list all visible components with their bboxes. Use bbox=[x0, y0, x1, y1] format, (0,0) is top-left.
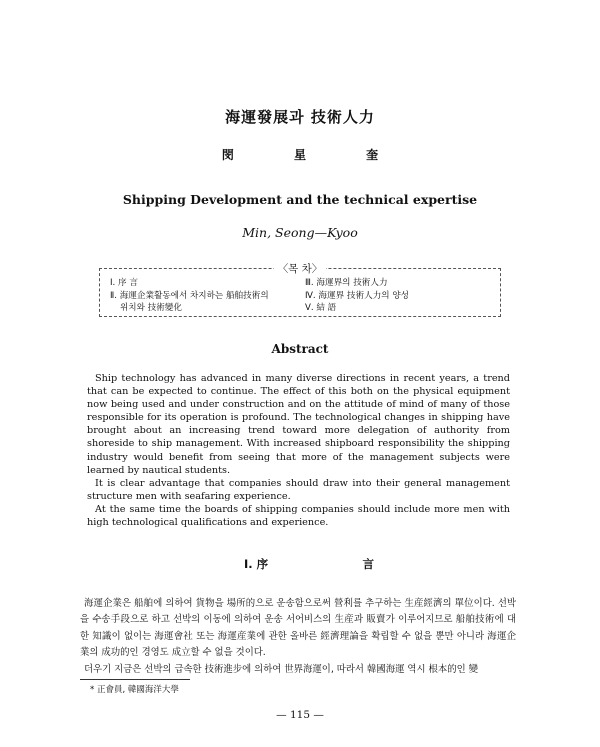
section-number: Ⅰ. 序 bbox=[244, 557, 269, 571]
page-number: — 115 — bbox=[276, 709, 324, 721]
abstract-paragraph-3: At the same time the boards of shipping companies should include more men with high technological qualifications and experience. bbox=[87, 503, 510, 529]
body-paragraph-2: 더우기 지금은 선박의 급속한 技術進步에 의하여 世界海運이, 따라서 韓國海運 역시 根本的인 變 bbox=[84, 663, 479, 675]
toc-item-2-cont: 위치와 技術變化 bbox=[120, 303, 183, 313]
body-paragraph-1: 海運企業은 船舶에 의하여 貨物을 場所的으로 운송함으로써 營利를 추구하는 生産經濟의 單位이다. 선박을 수송手段으로 하고 선박의 이동에 의하여 운송 서어비스의 生産과 販賣가 이루어지므로 船舶技術에 대한 知識이 없이는 海運會社 또는 海運産業에 관한 올바른 經濟理論을 확립할 수 없을 뿐만 아니라 海運企業의 成功的인 경영도 成立할 수 없을 것이다. bbox=[80, 598, 516, 659]
english-author: Min, Seong—Kyoo bbox=[242, 225, 358, 240]
toc-item-2: Ⅱ. 海運企業활동에서 차지하는 船舶技術의 bbox=[110, 291, 269, 301]
korean-author: 閔 星 奎 bbox=[221, 148, 407, 162]
footnote-divider bbox=[80, 679, 190, 680]
abstract-paragraph-2: It is clear advantage that companies should draw into their general management structure men with seafaring experience. bbox=[87, 477, 510, 502]
body-text bbox=[80, 596, 516, 678]
toc-item-3: Ⅲ. 海運界의 技術人力 bbox=[305, 278, 388, 288]
toc-item-1: Ⅰ. 序 言 bbox=[110, 278, 138, 288]
section-heading bbox=[244, 556, 374, 572]
korean-title: 海運發展과 技術人力 bbox=[225, 108, 375, 126]
table-of-contents bbox=[99, 263, 501, 317]
abstract-paragraph-1: Ship technology has advanced in many diverse directions in recent years, a trend that can be expected to continue. The effect of this both on the physical equipment now being used and under construction and on the attitude of mind of many of those responsible for its operation is profound. The technological changes in shipping have brought about an increasing trend toward more delegation of authority from shoreside to ship management. With increased shipboard responsibility the shipping industry would benefit from seeing that more of the management subjects were learned by nautical students. bbox=[87, 373, 510, 476]
abstract-heading: Abstract bbox=[271, 342, 329, 356]
toc-item-4: Ⅳ. 海運界 技術人力의 양성 bbox=[305, 291, 409, 301]
toc-item-5: Ⅴ. 結 語 bbox=[305, 303, 337, 313]
toc-heading: 〈목 차〉 bbox=[100, 261, 500, 276]
english-title: Shipping Development and the technical expertise bbox=[122, 192, 478, 207]
abstract-body bbox=[87, 372, 510, 529]
footnote: * 正會員, 韓國海洋大學 bbox=[90, 685, 179, 695]
section-word: 言 bbox=[362, 557, 374, 571]
